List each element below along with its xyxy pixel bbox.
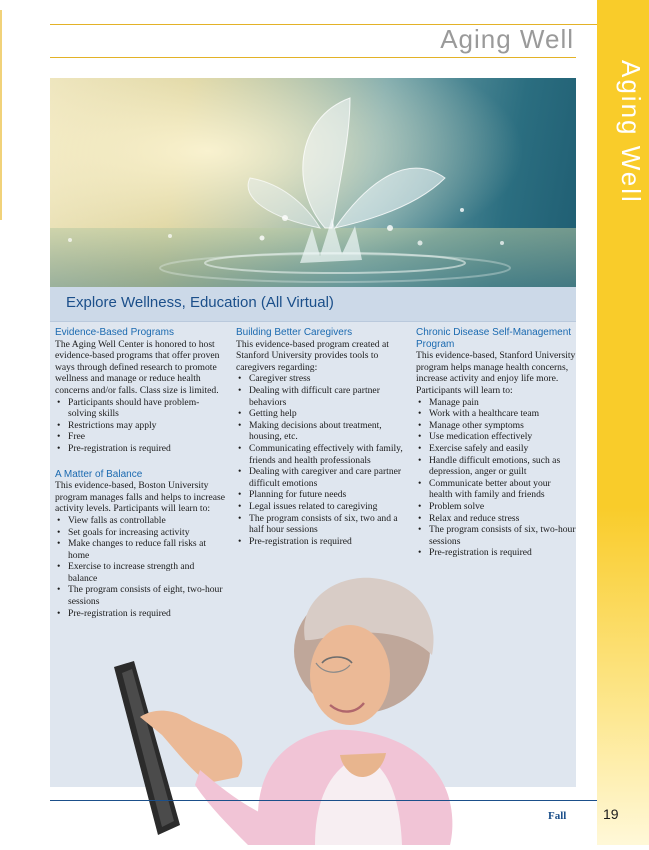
list-item: • Making decisions about treatment, housing, etc. [249, 420, 408, 443]
list-item: • Pre-registration is required [429, 547, 576, 559]
section-title: Explore Wellness, Education (All Virtual) [66, 294, 334, 311]
list-item: • Work with a healthcare team [429, 408, 576, 420]
list-item: • Participants should have problem-solving skills [68, 397, 225, 420]
column-intro: The Aging Well Center is honored to host evidence-based programs that offer proven ways through defined research to promote wellness and manage or reduce health concerns and/or falls. Class size is limited. [55, 338, 220, 396]
column-heading: Building Better Caregivers [236, 327, 353, 338]
list-item: • Handle difficult emotions, such as depression, anger or guilt [429, 455, 576, 478]
column-caregivers [236, 327, 408, 547]
column-heading: Chronic Disease Self-Management Program [416, 327, 572, 350]
bullet-list [55, 397, 225, 455]
footer-season: Fall [548, 810, 567, 822]
list-item: • Planning for future needs [249, 489, 408, 501]
list-item: • Make changes to reduce fall risks at home [68, 538, 225, 561]
side-tab-title [600, 60, 646, 210]
list-item: • Free [68, 431, 225, 443]
list-item: • Relax and reduce stress [429, 513, 576, 525]
page-title: Aging Well [440, 24, 574, 54]
list-item: • The program consists of six, two-hour sessions [429, 524, 576, 547]
page-number: 19 [603, 806, 619, 822]
list-item: • The program consists of six, two and a half hour sessions [249, 513, 408, 536]
column-chronic-disease [416, 327, 576, 559]
list-item: • Legal issues related to caregiving [249, 501, 408, 513]
list-item: • Manage other symptoms [429, 420, 576, 432]
woman-with-tablet-photo [100, 555, 500, 845]
bullet-list [416, 397, 576, 559]
list-item: • Caregiver stress [249, 373, 408, 385]
column-heading: Evidence-Based Programs [55, 327, 174, 338]
list-item: • View falls as controllable [68, 515, 225, 527]
column-intro: This evidence-based program created at Stanford University provides tools to caregivers regarding: [236, 338, 389, 373]
footer-rule [50, 800, 597, 801]
bullet-list [236, 373, 408, 547]
left-edge-rule [0, 10, 2, 220]
list-item: • Use medication effectively [429, 431, 576, 443]
column-intro: This evidence-based, Stanford University program helps manage health concerns, increase activity and enjoy life more. Participants will learn to: [416, 350, 576, 396]
list-item: • Getting help [249, 408, 408, 420]
title-rule [50, 57, 576, 58]
list-item: • Problem solve [429, 501, 576, 513]
list-item: • The program consists of eight, two-hour sessions [68, 584, 225, 607]
list-item: • Exercise to increase strength and balance [68, 561, 225, 584]
section-header [50, 287, 576, 322]
list-item: • Set goals for increasing activity [68, 527, 225, 539]
side-tab-label: Aging Well [616, 60, 646, 204]
list-item: • Dealing with difficult care partner behaviors [249, 385, 408, 408]
list-item: • Pre-registration is required [68, 608, 225, 620]
woman-with-tablet-illustration [100, 555, 500, 845]
list-item: • Dealing with caregiver and care partner difficult emotions [249, 466, 408, 489]
column-heading-balance: A Matter of Balance [55, 468, 143, 480]
list-item: • Pre-registration is required [249, 536, 408, 548]
list-item: • Manage pain [429, 397, 576, 409]
list-item: • Restrictions may apply [68, 420, 225, 432]
water-butterfly-illustration [50, 78, 576, 287]
hero-image [50, 78, 576, 287]
list-item: • Exercise safely and easily [429, 443, 576, 455]
list-item: • Pre-registration is required [68, 443, 225, 455]
list-item: • Communicate better about your health with family and friends [429, 478, 576, 501]
list-item: • Communicating effectively with family, friends and health professionals [249, 443, 408, 466]
column-intro-balance: This evidence-based, Boston University program manages falls and helps to increase activity levels. Participants will learn to: [55, 480, 225, 515]
